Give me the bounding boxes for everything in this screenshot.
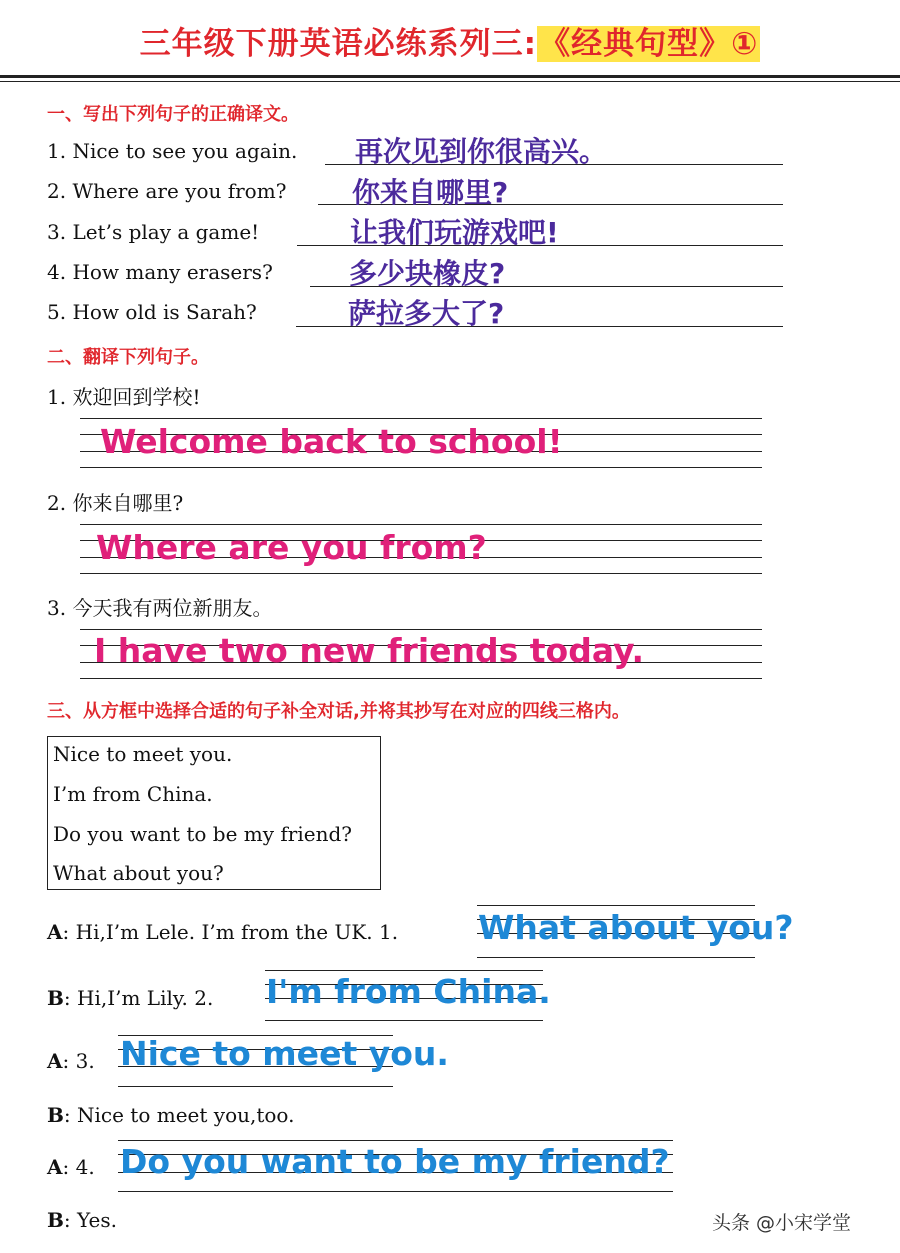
s1-answer-4[interactable]: 多少块橡皮? (349, 257, 506, 290)
dialogue-line-3: A: 3. (47, 1049, 95, 1073)
s1-question-4: 4. How many erasers? (47, 260, 273, 284)
s1-question-2: 2. Where are you from? (47, 179, 287, 203)
four-line-bottom (118, 1191, 673, 1192)
s2-question-2: 2. 你来自哪里? (47, 491, 184, 515)
four-line-top (80, 524, 762, 525)
s1-answer-1[interactable]: 再次见到你很高兴。 (355, 135, 608, 168)
four-line-top (80, 418, 762, 419)
four-line-bottom (265, 1020, 543, 1021)
title-highlight: 《经典句型》① (539, 26, 759, 62)
section3-heading: 三、从方框中选择合适的句子补全对话,并将其抄写在对应的四线三格内。 (47, 701, 630, 722)
speaker-label: A (47, 1049, 63, 1073)
options-box (47, 736, 381, 890)
dialogue-line-4: B: Nice to meet you,too. (47, 1103, 295, 1127)
s1-answer-5[interactable]: 萨拉多大了? (348, 297, 505, 330)
dialogue-text: 3. (75, 1049, 95, 1073)
four-line-top (118, 1140, 673, 1141)
s1-answer-2[interactable]: 你来自哪里? (352, 176, 509, 209)
four-line-bottom (80, 678, 762, 679)
option-2: I’m from China. (53, 782, 213, 806)
dialogue-answer-3[interactable]: Nice to meet you. (120, 1034, 449, 1073)
four-line-bottom (477, 957, 755, 958)
s2-answer-1[interactable]: Welcome back to school! (100, 422, 563, 461)
s1-answer-3[interactable]: 让我们玩游戏吧! (350, 216, 559, 249)
s2-question-3: 3. 今天我有两位新朋友。 (47, 596, 273, 620)
four-line-bottom (80, 573, 762, 574)
title-main: 三年级下册英语必练系列三: (139, 26, 538, 62)
dialogue-text: Nice to meet you,too. (77, 1103, 295, 1127)
option-4: What about you? (53, 861, 224, 885)
speaker-label: A (47, 1155, 63, 1179)
speaker-label: B (47, 1103, 64, 1127)
four-line-top (80, 629, 762, 630)
speaker-label: B (47, 986, 64, 1010)
s2-answer-3[interactable]: I have two new friends today. (94, 631, 645, 670)
section1-heading: 一、写出下列句子的正确译文。 (47, 104, 299, 125)
speaker-label: A (47, 920, 63, 944)
dialogue-text: Hi,I’m Lily. 2. (77, 986, 214, 1010)
dialogue-answer-4[interactable]: Do you want to be my friend? (120, 1142, 670, 1181)
option-3: Do you want to be my friend? (53, 822, 352, 846)
title-divider-thin (0, 81, 900, 82)
page-title (0, 18, 900, 63)
dialogue-text: Hi,I’m Lele. I’m from the UK. 1. (75, 920, 399, 944)
s1-question-5: 5. How old is Sarah? (47, 300, 257, 324)
watermark: 头条 @小宋学堂 (712, 1212, 852, 1234)
dialogue-text: 4. (75, 1155, 95, 1179)
dialogue-line-6: B: Yes. (47, 1208, 117, 1232)
option-1: Nice to meet you. (53, 742, 233, 766)
s2-question-1: 1. 欢迎回到学校! (47, 385, 201, 409)
dialogue-text: Yes. (77, 1208, 117, 1232)
speaker-label: B (47, 1208, 64, 1232)
four-line-bottom (118, 1086, 393, 1087)
s1-question-3: 3. Let’s play a game! (47, 220, 260, 244)
dialogue-line-2: B: Hi,I’m Lily. 2. (47, 986, 214, 1010)
s1-question-1: 1. Nice to see you again. (47, 139, 298, 163)
dialogue-answer-1[interactable]: What about you? (478, 908, 794, 947)
s2-answer-2[interactable]: Where are you from? (96, 528, 487, 567)
four-line-top (477, 905, 755, 906)
section2-heading: 二、翻译下列句子。 (47, 347, 209, 368)
dialogue-line-1: A: Hi,I’m Lele. I’m from the UK. 1. (47, 920, 399, 944)
four-line-top (265, 970, 543, 971)
title-divider (0, 75, 900, 78)
dialogue-line-5: A: 4. (47, 1155, 95, 1179)
dialogue-answer-2[interactable]: I'm from China. (266, 972, 551, 1011)
four-line-bottom (80, 467, 762, 468)
